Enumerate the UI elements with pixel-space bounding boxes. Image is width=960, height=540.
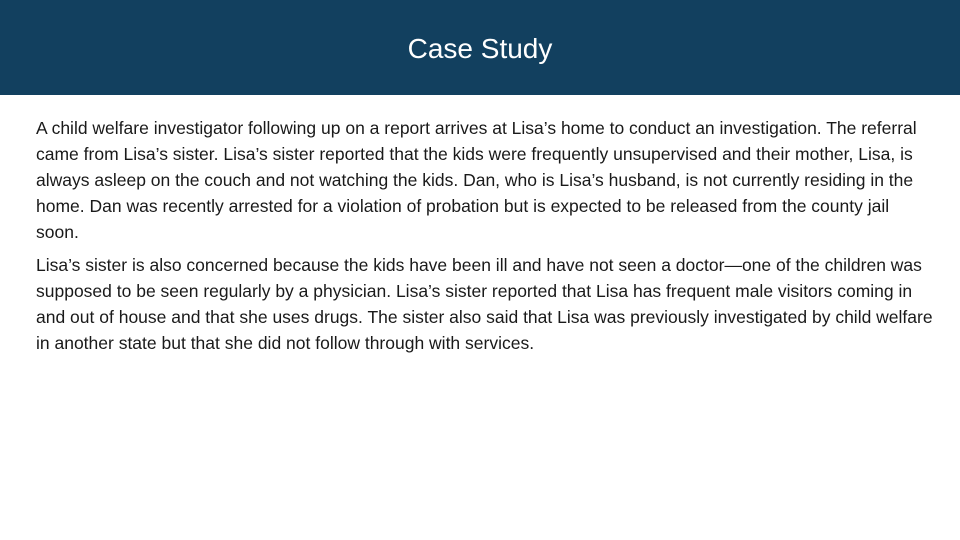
slide-title: Case Study	[407, 33, 553, 64]
case-study-body	[36, 115, 936, 363]
paragraph-1: A child welfare investigator following up on a report arrives at Lisa’s home to conduct an investigation. The referral came from Lisa’s sister. Lisa’s sister reported that the kids were frequently unsupervised and their mother, Lisa, is always asleep on the couch and not watching the kids. Dan, who is Lisa’s husband, is not currently residing in the home. Dan was recently arrested for a violation of probation but is expected to be released from the county jail soon.	[36, 118, 917, 242]
title-banner	[0, 0, 960, 95]
paragraph-2: Lisa’s sister is also concerned because the kids have been ill and have not seen a doctor—one of the children was supposed to be seen regularly by a physician. Lisa’s sister reported that Lisa has frequent male visitors coming in and out of house and that she uses drugs. The sister also said that Lisa was previously investigated by child welfare in another state but that she did not follow through with services.	[36, 255, 933, 353]
